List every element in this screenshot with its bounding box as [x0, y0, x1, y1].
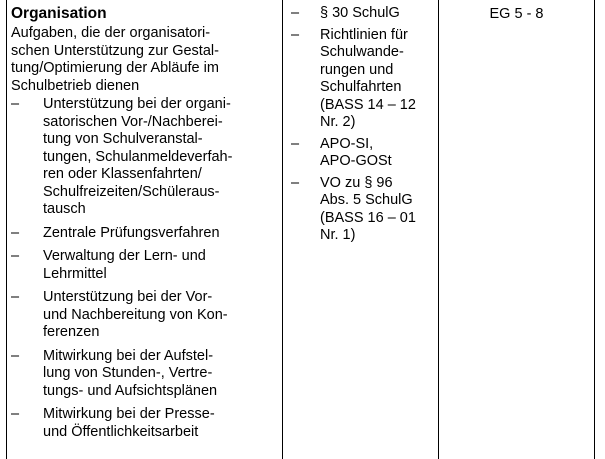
- list-item-text: VO zu § 96 Abs. 5 SchulG (BASS 16 – 01 Nr. 1): [320, 174, 416, 243]
- dash-marker: –: [11, 248, 20, 264]
- list-item-text: Zentrale Prüfungsverfahren: [43, 224, 220, 241]
- list-item: [291, 5, 432, 23]
- pay-grade-cell: [439, 0, 595, 459]
- legal-basis-list: [291, 5, 432, 245]
- dash-marker: –: [291, 174, 300, 191]
- section-intro: Aufgaben, die der organisatori- schen Unterstützung zur Gestal- tung/Optimierung der Abläufe im Schulbetrieb dienen: [11, 25, 219, 94]
- section-heading: Organisation: [11, 5, 107, 22]
- list-item: [11, 225, 276, 243]
- list-item-text: Mitwirkung bei der Presse- und Öffentlichkeitsarbeit: [43, 406, 215, 440]
- list-item: [291, 27, 432, 132]
- list-item: [11, 289, 276, 342]
- list-item-text: Verwaltung der Lern- und Lehrmittel: [43, 248, 206, 282]
- list-item: [11, 348, 276, 401]
- duties-table: [6, 0, 595, 459]
- dash-marker: –: [11, 289, 20, 305]
- pay-grade: EG 5 - 8: [489, 6, 544, 22]
- list-item-text: Richtlinien für Schulwande- rungen und Schulfahrten (BASS 14 – 12 Nr. 2): [320, 26, 416, 130]
- legal-basis-cell: [283, 0, 439, 459]
- list-item: [291, 136, 432, 171]
- task-list: [11, 96, 276, 441]
- list-item: [291, 175, 432, 245]
- list-item-text: § 30 SchulG: [320, 5, 400, 21]
- task-cell: [7, 0, 283, 459]
- dash-marker: –: [11, 224, 20, 241]
- dash-marker: –: [11, 96, 20, 112]
- dash-marker: –: [291, 26, 300, 43]
- list-item: [11, 406, 276, 441]
- list-item-text: Mitwirkung bei der Aufstel- lung von Stunden-, Vertre- tungs- und Aufsichtsplänen: [43, 347, 218, 399]
- dash-marker: –: [11, 406, 20, 422]
- list-item-text: APO-SI, APO-GOSt: [320, 135, 392, 169]
- dash-marker: –: [11, 347, 20, 364]
- list-item: [11, 248, 276, 283]
- table-row: [7, 0, 595, 459]
- list-item: [11, 96, 276, 219]
- list-item-text: Unterstützung bei der Vor- und Nachbereitung von Kon- ferenzen: [43, 289, 228, 340]
- dash-marker: –: [291, 135, 300, 152]
- list-item-text: Unterstützung bei der organi- satorischen Vor-/Nachberei- tung von Schulveranstal- tungen, Schulanmeldeverfah- ren oder Klassenfahrten/ Schulfreizeiten/Schüleraus- tausch: [43, 96, 233, 217]
- dash-marker: –: [291, 5, 300, 21]
